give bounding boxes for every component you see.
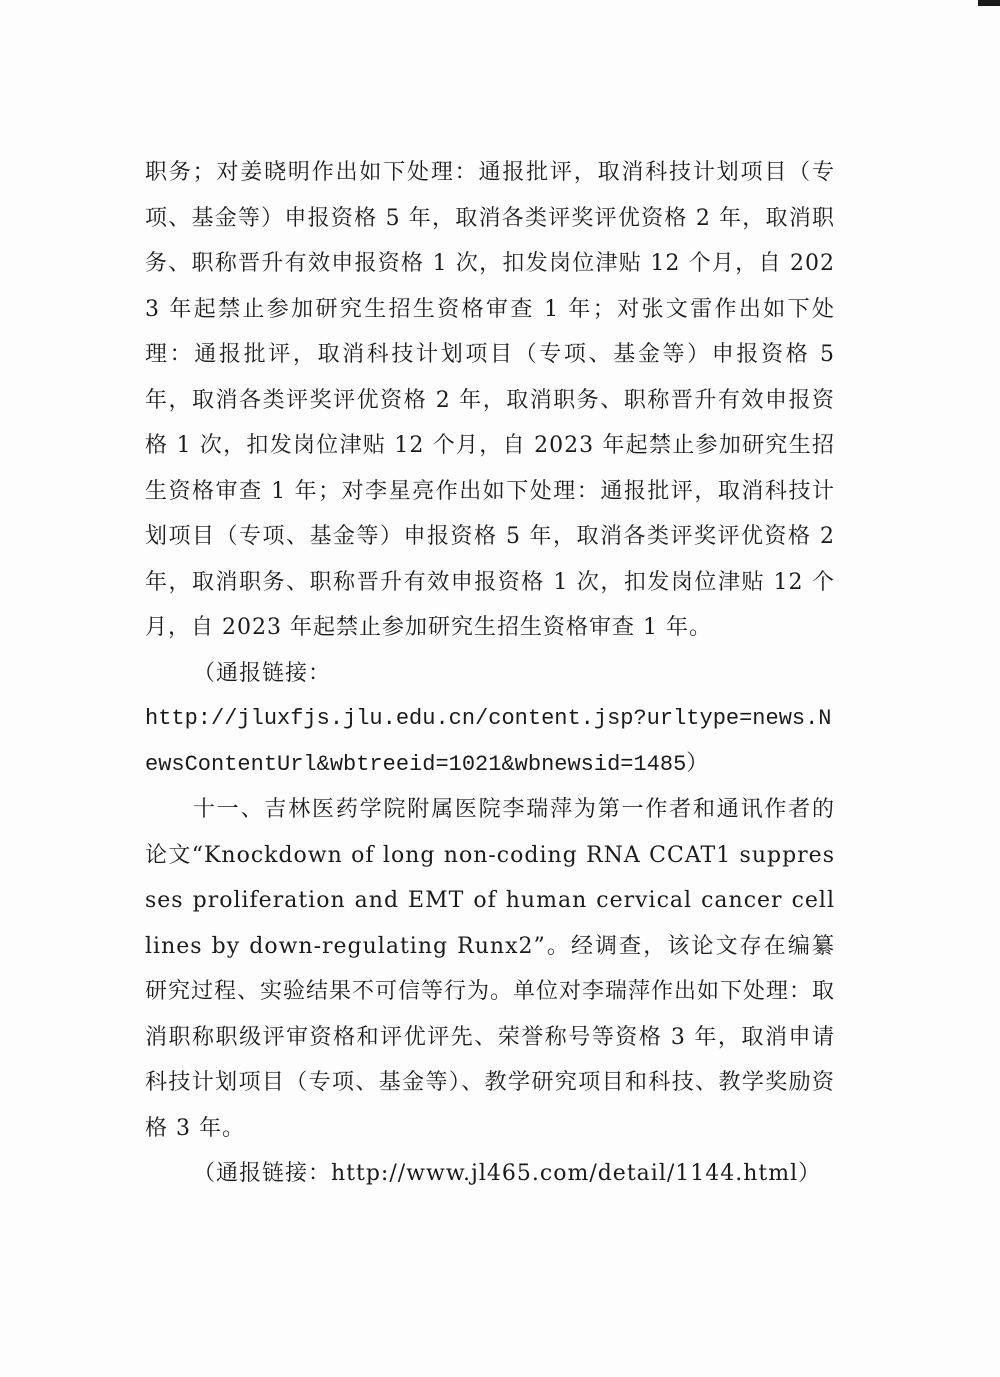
notice-link-label: （通报链接：: [193, 660, 332, 686]
document-body: [145, 150, 835, 1197]
notice-link-url[interactable]: http://jluxfjs.jlu.edu.cn/content.jsp?urltype=news.NewsContentUrl&wbtreeid=1021&wbnewsid=1485）: [145, 706, 832, 777]
paragraph-penalties-continued: 职务；对姜晓明作出如下处理：通报批评，取消科技计划项目（专项、基金等）申报资格 5 年，取消各类评奖评优资格 2 年，取消职务、职称晋升有效申报资格 1 次，扣发岗位津贴 12 个月，自 2023 年起禁止参加研究生招生资格审查 1 年；对张文雷作出如下处理：通报批评，取消科技计划项目（专项、基金等）申报资格 5 年，取消各类评奖评优资格 2 年，取消职务、职称晋升有效申报资格 1 次，扣发岗位津贴 12 个月，自 2023 年起禁止参加研究生招生资格审查 1 年；对李星亮作出如下处理：通报批评，取消科技计划项目（专项、基金等）申报资格 5 年，取消各类评奖评优资格 2 年，取消职务、职称晋升有效申报资格 1 次，扣发岗位津贴 12 个月，自 2023 年起禁止参加研究生招生资格审查 1 年。: [145, 160, 835, 640]
scan-corner-mark: [978, 0, 1000, 6]
paragraph-item-eleven: 十一、吉林医药学院附属医院李瑞萍为第一作者和通讯作者的论文“Knockdown of long non-coding RNA CCAT1 suppresses proliferation and EMT of human cervical cancer cell lines by down-regulating Runx2”。经调查，该论文存在编纂研究过程、实验结果不可信等行为。单位对李瑞萍作出如下处理：取消职称职级评审资格和评优评先、荣誉称号等资格 3 年，取消申请科技计划项目（专项、基金等）、教学研究项目和科技、教学奖励资格 3 年。: [145, 797, 836, 1141]
notice-link-item-eleven[interactable]: （通报链接：http://www.jl465.com/detail/1144.html）: [193, 1161, 822, 1186]
